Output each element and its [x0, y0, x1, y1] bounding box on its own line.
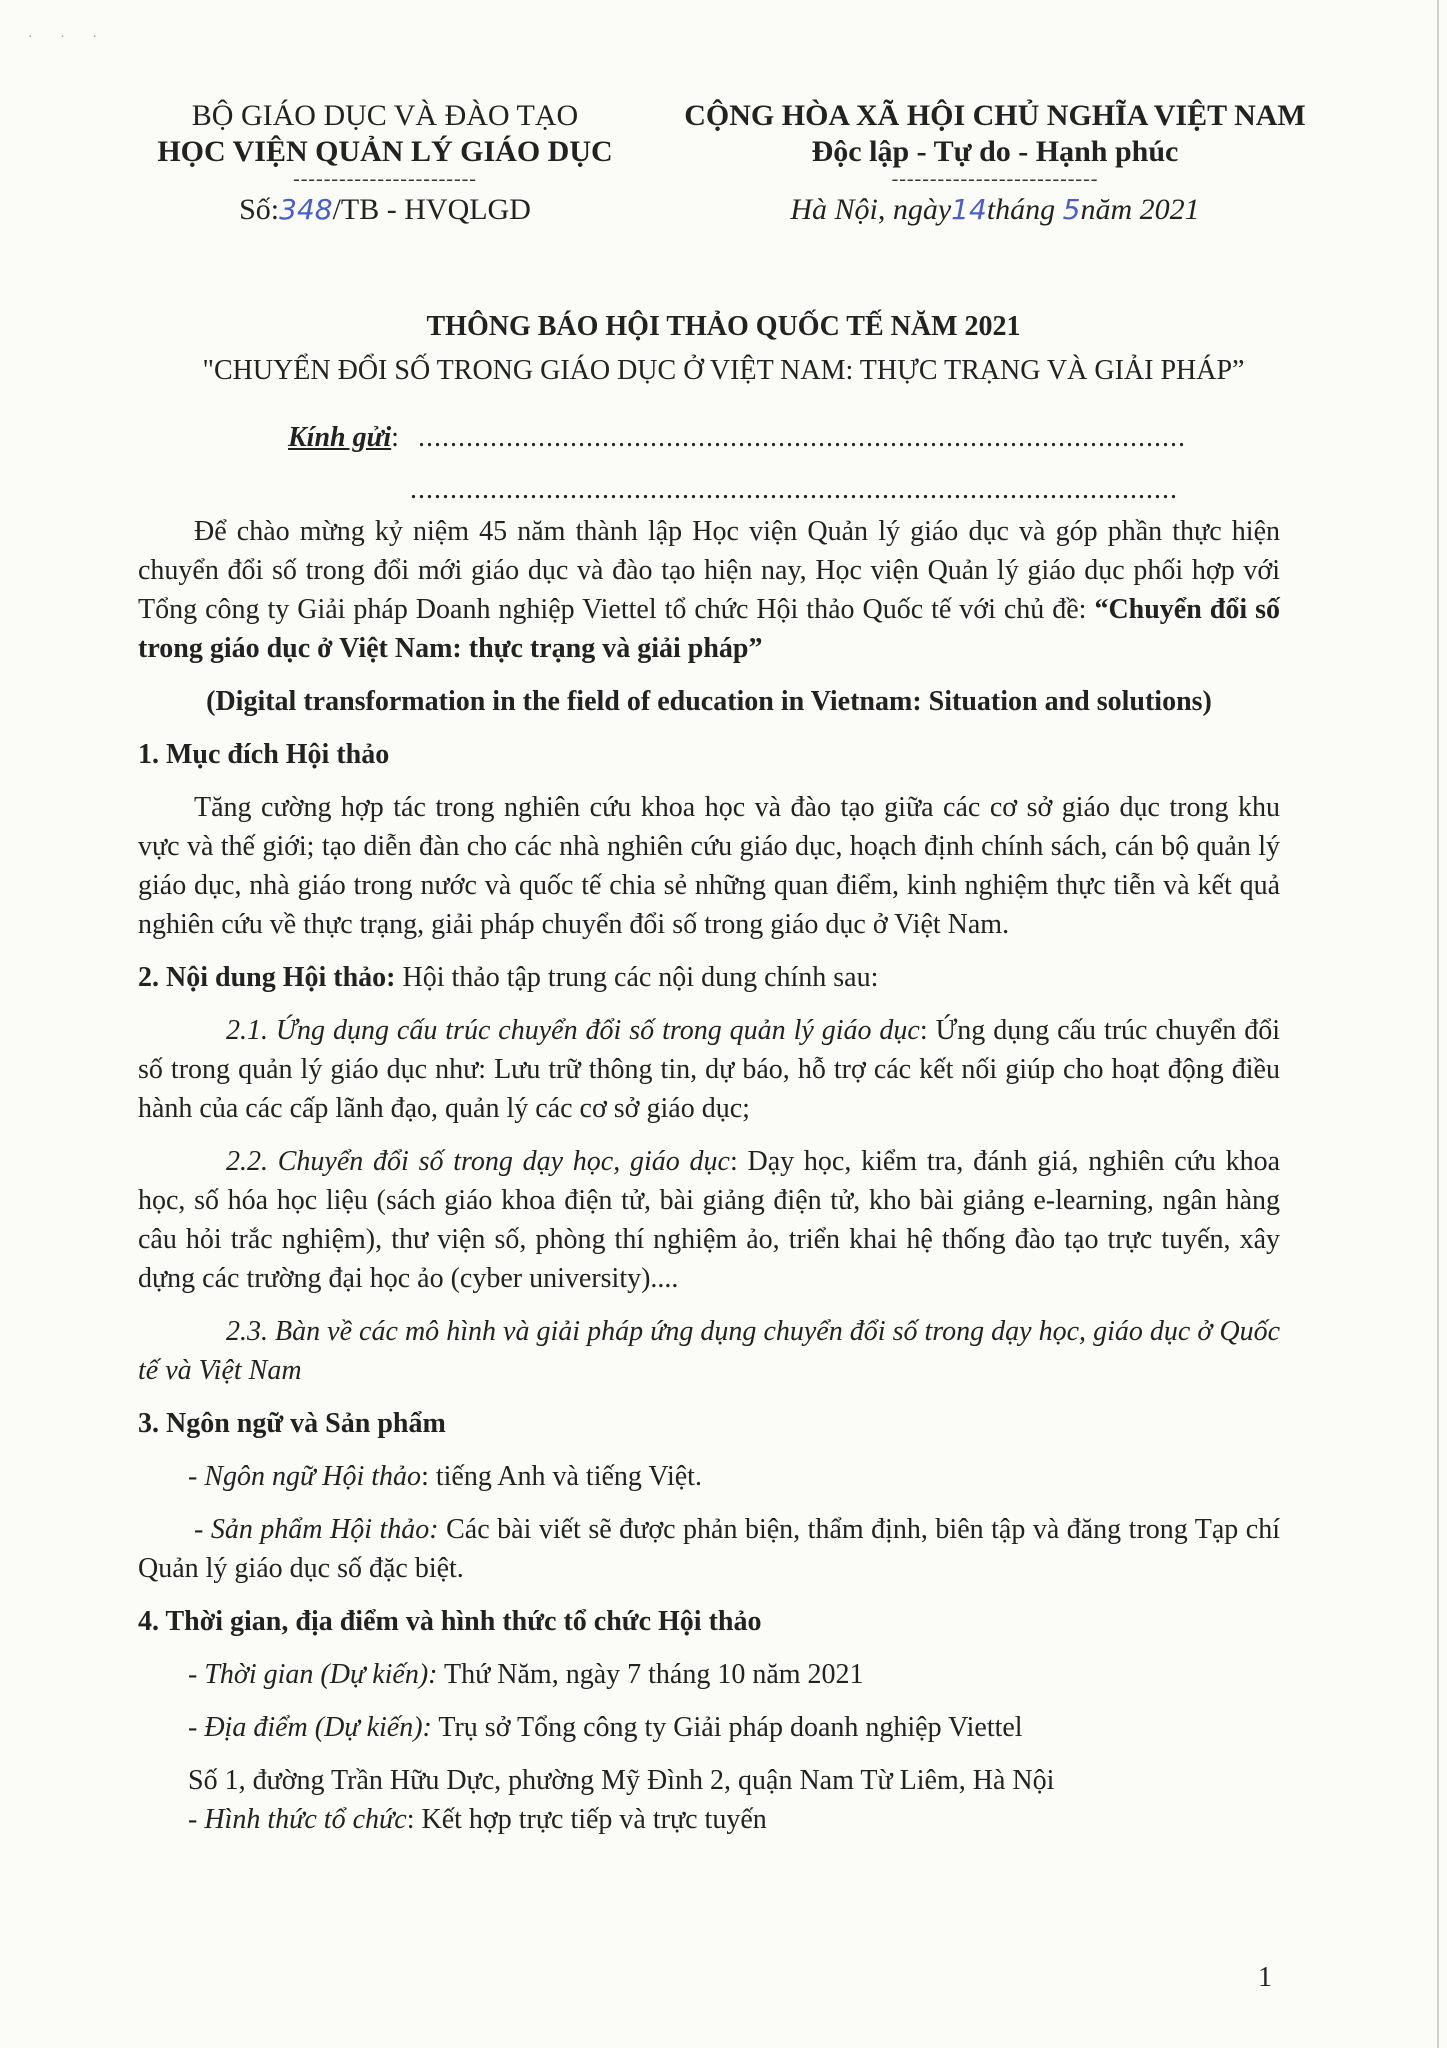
page-number: 1 — [1258, 1962, 1272, 1993]
document-date: Hà Nội, ngày14tháng 5năm 2021 — [790, 193, 1200, 226]
section-3-product: - Sản phẩm Hội thảo: Các bài viết sẽ được phản biện, thẩm định, biên tập và đăng trong Tạp chí Quản lý giáo dục số đặc biệt. — [138, 1514, 1280, 1584]
section-4-heading: 4. Thời gian, địa điểm và hình thức tổ chức Hội thảo — [138, 1606, 762, 1637]
document-title — [0, 305, 1447, 393]
section-3-language: - Ngôn ngữ Hội thảo: tiếng Anh và tiếng Việt. — [188, 1461, 702, 1492]
intro-paragraph: Để chào mừng kỷ niệm 45 năm thành lập Học viện Quản lý giáo dục và góp phần thực hiện chuyển đổi số trong đổi mới giáo dục và đào tạo hiện nay, Học viện Quản lý giáo dục phối hợp với Tổng công ty Giải pháp Doanh nghiệp Viettel tổ chức Hội thảo Quốc tế với chủ đề: “Chuyển đổi số trong giáo dục ở Việt Nam: thực trạng và giải pháp” — [138, 516, 1280, 664]
section-4-time: - Thời gian (Dự kiến): Thứ Năm, ngày 7 tháng 10 năm 2021 — [188, 1659, 864, 1690]
country-name: CỘNG HÒA XÃ HỘI CHỦ NGHĨA VIỆT NAM — [684, 99, 1306, 132]
recipient-blank-1: ................................................................................................ — [418, 422, 1186, 453]
handwritten-number: 348 — [279, 193, 333, 226]
ministry-name: BỘ GIÁO DỤC VÀ ĐÀO TẠO — [191, 99, 579, 132]
title-line-2: "CHUYỂN ĐỔI SỐ TRONG GIÁO DỤC Ở VIỆT NAM: THỰC TRẠNG VÀ GIẢI PHÁP” — [202, 355, 1245, 386]
english-title: (Digital transformation in the field of education in Vietnam: Situation and solutions) — [206, 686, 1212, 717]
institute-name: HỌC VIỆN QUẢN LÝ GIÁO DỤC — [157, 135, 613, 168]
section-2-2: 2.2. Chuyển đổi số trong dạy học, giáo dục: Dạy học, kiểm tra, đánh giá, nghiên cứu khoa học, số hóa học liệu (sách giáo khoa điện tử, bài giảng điện tử, kho bài giảng e-learning, ngân hàng câu hỏi trắc nghiệm), thư viện số, phòng thí nghiệm ảo, triển khai hệ thống đào tạo trực tuyến, xây dựng các trường đại học ảo (cyber university).... — [138, 1146, 1280, 1294]
issuer-rule: ------------------------ — [293, 168, 477, 190]
section-1-heading: 1. Mục đích Hội thảo — [138, 739, 390, 770]
national-heading — [660, 98, 1330, 228]
section-1-text: Tăng cường hợp tác trong nghiên cứu khoa học và đào tạo giữa các cơ sở giáo dục trong khu vực và thế giới; tạo diễn đàn cho các nhà nghiên cứu giáo dục, hoạch định chính sách, cán bộ quản lý giáo dục, nhà giáo trong nước và quốc tế chia sẻ những quan điểm, kinh nghiệm thực tiễn và kết quả nghiên cứu về thực trạng, giải pháp chuyển đổi số trong giáo dục ở Việt Nam. — [138, 792, 1280, 940]
section-2-1: 2.1. Ứng dụng cấu trúc chuyển đổi số trong quản lý giáo dục: Ứng dụng cấu trúc chuyển đổi số trong quản lý giáo dục như: Lưu trữ thông tin, dự báo, hỗ trợ các kết nối giúp cho hoạt động điều hành của các cấp lãnh đạo, quản lý các cơ sở giáo dục; — [138, 1015, 1280, 1124]
section-4-place: - Địa điểm (Dự kiến): Trụ sở Tổng công ty Giải pháp doanh nghiệp Viettel — [188, 1712, 1023, 1743]
scan-artifact: · · · — [28, 30, 109, 45]
section-4-address: Số 1, đường Trần Hữu Dực, phường Mỹ Đình 2, quận Nam Từ Liêm, Hà Nội — [188, 1765, 1055, 1796]
section-3-heading: 3. Ngôn ngữ và Sản phẩm — [138, 1408, 446, 1439]
motto-rule: --------------------------- — [891, 168, 1099, 190]
section-2-heading: 2. Nội dung Hội thảo: Hội thảo tập trung các nội dung chính sau: — [138, 962, 879, 993]
issuer-block — [150, 98, 620, 228]
title-line-1: THÔNG BÁO HỘI THẢO QUỐC TẾ NĂM 2021 — [426, 311, 1021, 342]
section-4-form: - Hình thức tổ chức: Kết hợp trực tiếp và trực tuyến — [188, 1804, 767, 1835]
handwritten-day: 14 — [951, 193, 987, 226]
conference-theme: “Chuyển đổi số trong giáo dục ở Việt Nam: thực trạng và giải pháp” — [138, 594, 1280, 664]
document-header — [0, 98, 1447, 243]
document-body — [138, 512, 1280, 1853]
recipient-label: Kính gửi: — [288, 422, 399, 453]
recipient-blank-2: ................................................................................................ — [410, 474, 1178, 505]
handwritten-month: 5 — [1062, 193, 1081, 226]
section-2-3: 2.3. Bàn về các mô hình và giải pháp ứng dụng chuyển đổi số trong dạy học, giáo dục ở Quốc tế và Việt Nam — [138, 1316, 1280, 1386]
motto: Độc lập - Tự do - Hạnh phúc — [811, 135, 1179, 168]
document-number: Số:348/TB - HVQLGD — [239, 193, 531, 226]
